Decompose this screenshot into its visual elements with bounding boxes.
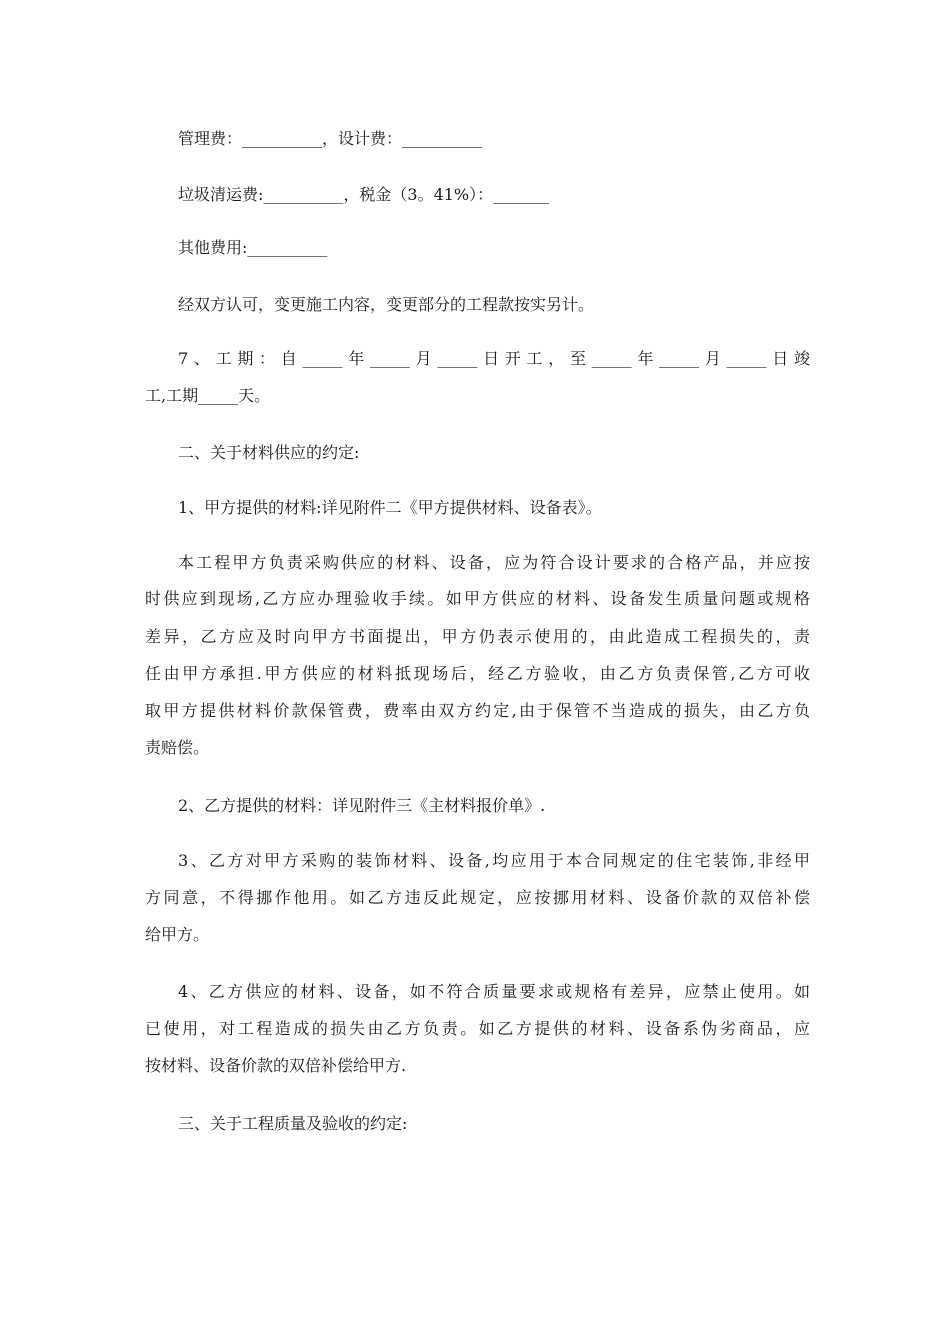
clause-3-line: 方同意，不得挪作他用。如乙方违反此规定，应按挪用材料、设备价款的双倍补偿 (145, 888, 810, 907)
clause-1-paragraph-line: 任由甲方承担.甲方供应的材料抵现场后，经乙方验收，由乙方负责保管,乙方可收 (145, 664, 810, 683)
clause-1-paragraph-line: 责赔偿。 (145, 738, 210, 757)
section-heading-materials: 二、关于材料供应的约定: (178, 443, 360, 462)
clause-1-paragraph-line: 本工程甲方负责采购供应的材料、设备，应为符合设计要求的合格产品，并应按 (178, 553, 810, 572)
construction-period-line-2: 工,工期_____天。 (145, 386, 271, 405)
change-work-note: 经双方认可，变更施工内容，变更部分的工程款按实另计。 (178, 295, 595, 314)
clause-4-line: 已使用，对工程造成的损失由乙方负责。如乙方提供的材料、设备系伪劣商品，应 (145, 1019, 810, 1038)
fee-line-other: 其他费用:__________ (178, 238, 328, 257)
clause-3-line: 给甲方。 (145, 925, 210, 944)
clause-1-heading: 1、甲方提供的材料:详见附件二《甲方提供材料、设备表》。 (178, 498, 602, 517)
construction-period-line-1: 7、工期：自_____年_____月_____日开工，至_____年_____月_____日竣 (178, 349, 810, 368)
clause-2: 2、乙方提供的材料：详见附件三《主材料报价单》. (178, 796, 546, 815)
section-heading-quality: 三、关于工程质量及验收的约定: (178, 1114, 408, 1133)
clause-4-line: 按材料、设备价款的双倍补偿给甲方. (145, 1056, 407, 1075)
fee-line-management-design: 管理费：__________，设计费：__________ (178, 129, 483, 148)
clause-4-line: 4、乙方供应的材料、设备，如不符合质量要求或规格有差异，应禁止使用。如 (178, 982, 810, 1001)
fee-line-garbage-tax: 垃圾清运费:__________，税金（3。41%）：_______ (178, 185, 550, 204)
clause-1-paragraph-line: 取甲方提供材料价款保管费，费率由双方约定,由于保管不当造成的损失，由乙方负 (145, 701, 810, 720)
clause-1-paragraph-line: 差异，乙方应及时向甲方书面提出，甲方仍表示使用的，由此造成工程损失的，责 (145, 627, 810, 646)
clause-3-line: 3、乙方对甲方采购的装饰材料、设备,均应用于本合同规定的住宅装饰,非经甲 (178, 851, 810, 870)
clause-1-paragraph-line: 时供应到现场,乙方应办理验收手续。如甲方供应的材料、设备发生质量问题或规格 (145, 589, 810, 608)
